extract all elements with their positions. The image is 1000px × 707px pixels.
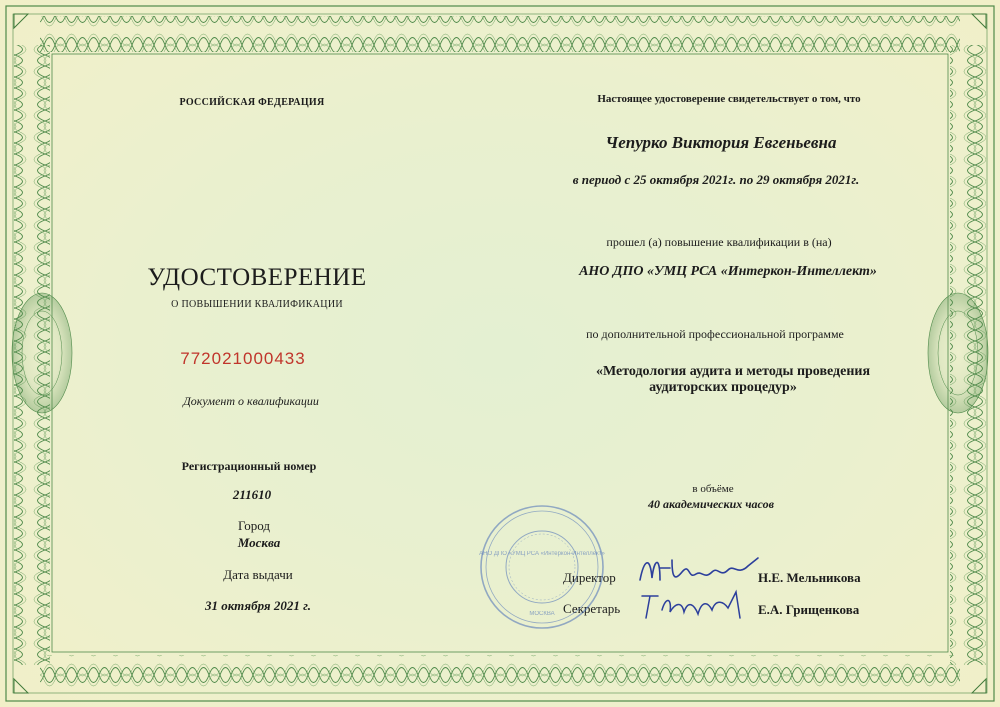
document-subtitle: О ПОВЫШЕНИИ КВАЛИФИКАЦИИ [171, 299, 343, 310]
director-name: Н.Е. Мельникова [758, 570, 861, 585]
country-label: РОССИЙСКАЯ ФЕДЕРАЦИЯ [179, 97, 325, 108]
secretary-name: Е.А. Грищенкова [758, 602, 860, 617]
person-name: Чепурко Виктория Евгеньевна [605, 133, 837, 152]
serial-number: 772021000433 [180, 349, 306, 368]
organization-name: АНО ДПО «УМЦ РСА «Интеркон-Интеллект» [579, 264, 877, 279]
reg-number-label: Регистрационный номер [181, 459, 317, 473]
study-period: в период с 25 октября 2021г. по 29 октября 2021г. [572, 172, 860, 187]
stamp-center-text: АНО ДПО «УМЦ РСА «Интеркон-Интеллект» [479, 551, 605, 557]
program-title-line2: аудиторских процедур» [649, 380, 797, 395]
city-value: Москва [237, 535, 281, 550]
city-label: Город [237, 518, 271, 533]
official-stamp [478, 503, 606, 631]
secretary-label: Секретарь [563, 601, 621, 616]
intro-text: Настоящее удостоверение свидетельствует о том, что [597, 93, 861, 105]
doc-type-label: Документ о квалификации [183, 394, 319, 408]
reg-number: 211610 [232, 487, 272, 502]
director-signature [630, 550, 770, 590]
volume-label: в объёме [692, 483, 734, 495]
issue-date: 31 октября 2021 г. [204, 598, 312, 613]
director-label: Директор [563, 570, 616, 585]
passed-label: прошел (а) повышение квалификации в (на) [606, 235, 832, 249]
secretary-signature [636, 588, 756, 624]
stamp-city-text: МОСКВА [529, 611, 555, 617]
volume-hours: 40 академических часов [648, 497, 774, 511]
document-title: УДОСТОВЕРЕНИЕ [147, 264, 367, 291]
program-title-line1: «Методология аудита и методы проведения [595, 364, 871, 379]
program-label: по дополнительной профессиональной программе [586, 327, 844, 341]
date-label: Дата выдачи [223, 567, 293, 582]
